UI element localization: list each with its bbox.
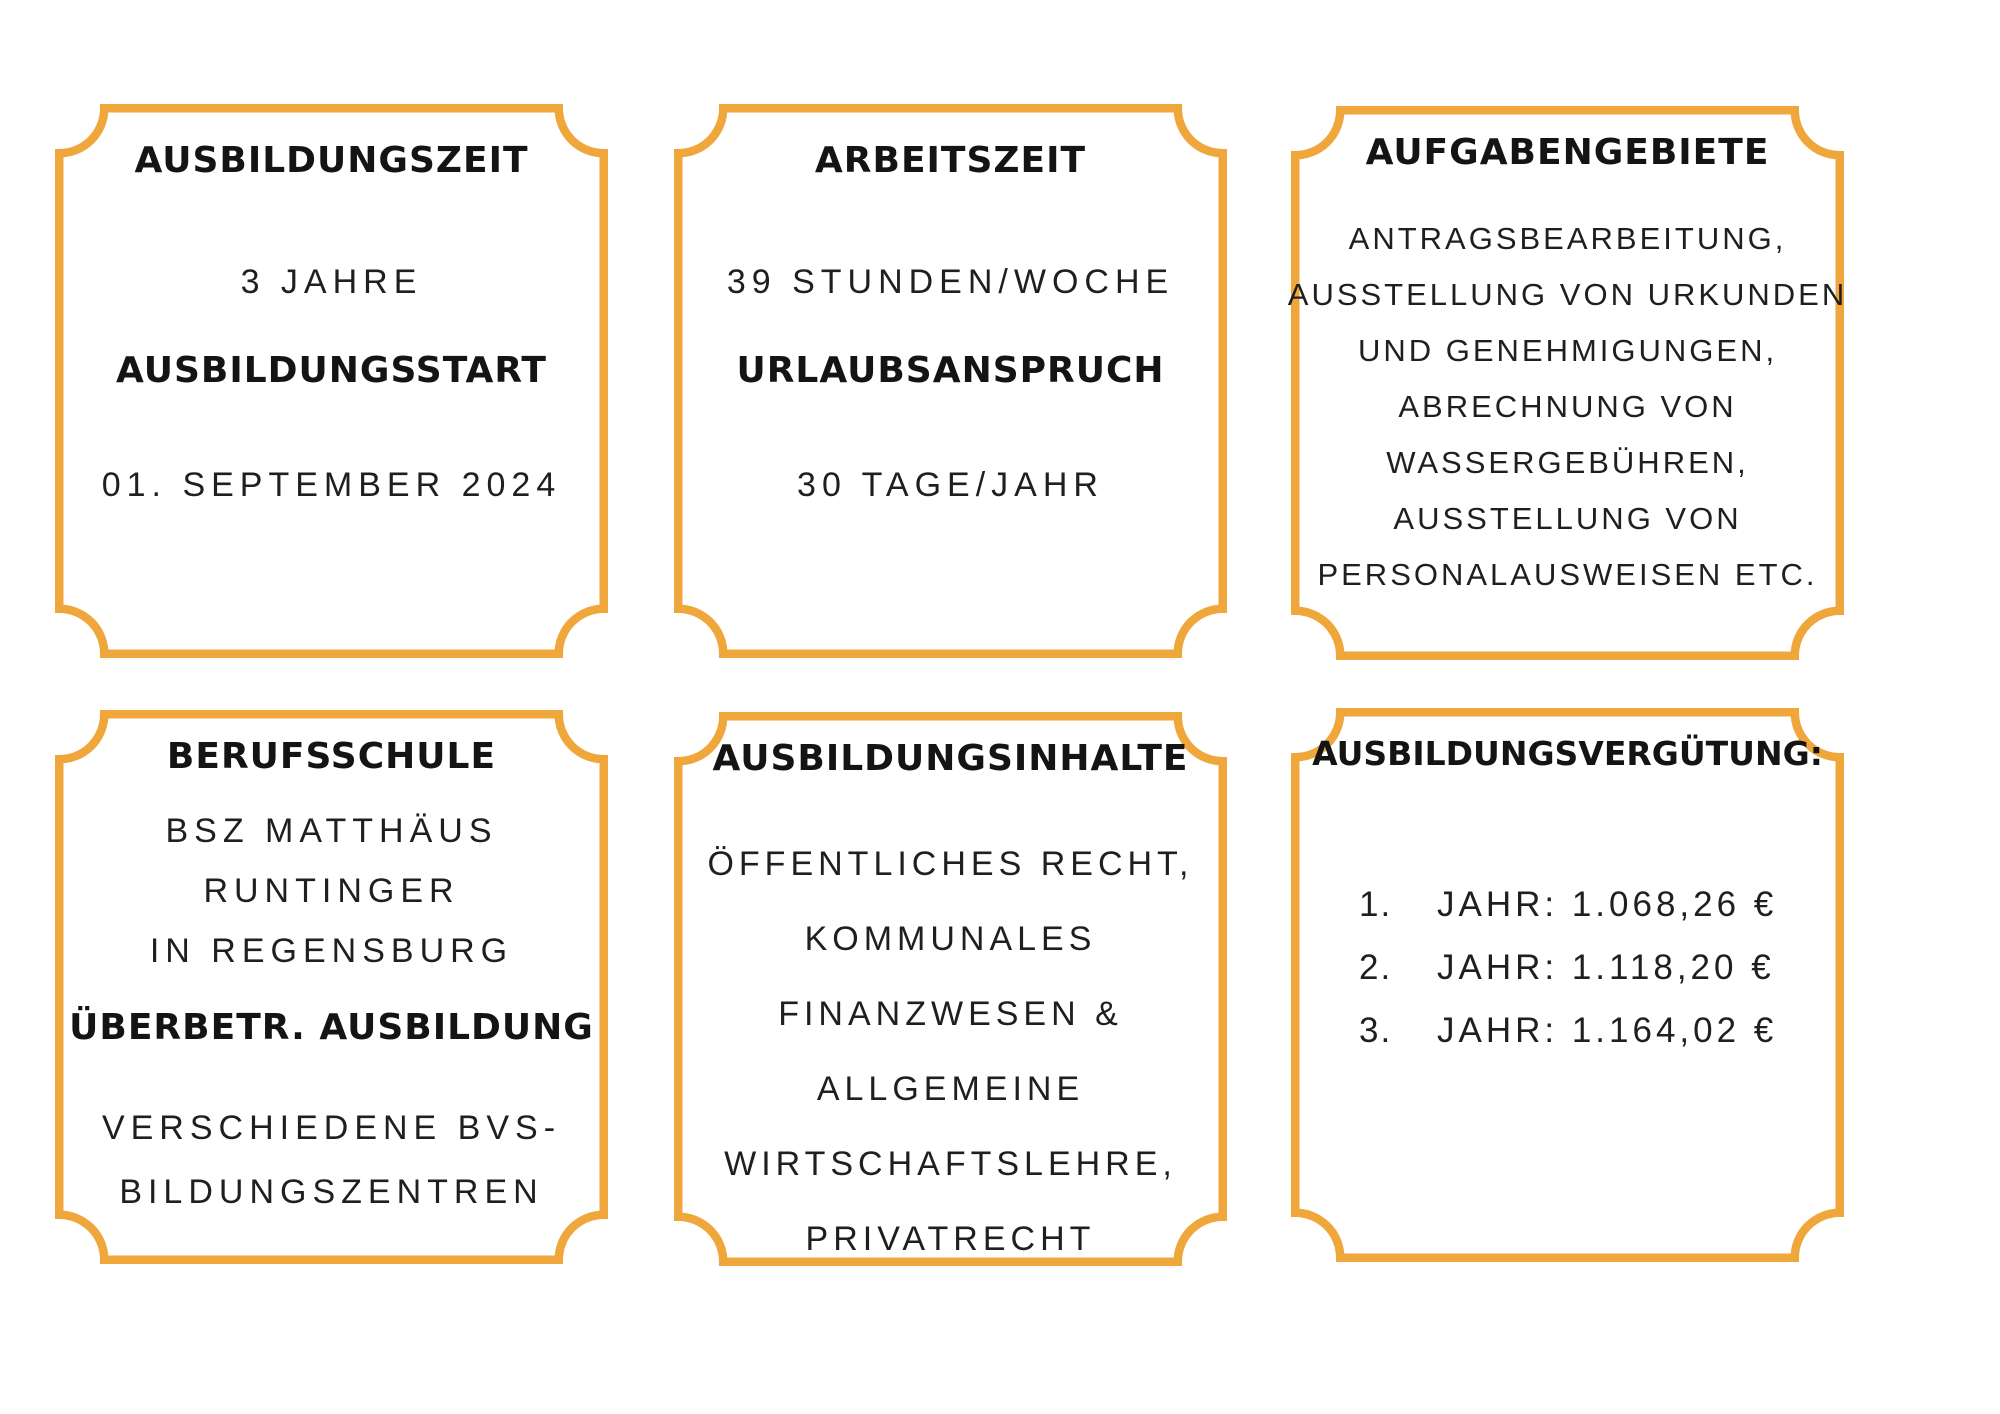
body-line: FINANZWESEN & (778, 995, 1123, 1033)
pay-number: 1. (1359, 885, 1393, 924)
card-value: 39 STUNDEN/WOCHE (726, 263, 1175, 301)
body-line: ALLGEMEINE (816, 1070, 1085, 1108)
card-ausbildungsinhalte (674, 712, 1227, 1266)
card-heading: AUSBILDUNGSZEIT (134, 140, 529, 181)
card-content (55, 104, 608, 658)
body-line: ANTRAGSBEARBEITUNG, (1348, 221, 1787, 256)
card-heading: ARBEITSZEIT (814, 140, 1087, 181)
card-content (1291, 708, 1844, 1262)
pay-amount: JAHR: 1.068,26 € (1437, 885, 1778, 924)
pay-row (1359, 885, 1824, 948)
pay-list (1311, 885, 1824, 1074)
card-aufgabengebiete (1287, 106, 1848, 660)
card-subheading: AUSBILDUNGSSTART (115, 350, 547, 391)
card-body (707, 827, 1193, 1277)
body-line: WIRTSCHAFTSLEHRE, (724, 1145, 1177, 1183)
card-value: 3 JAHRE (240, 263, 423, 301)
body-line: RUNTINGER (203, 872, 460, 910)
card-heading: AUSBILDUNGSVERGÜTUNG: (1312, 734, 1823, 773)
pay-row (1359, 1011, 1824, 1074)
card-content (1287, 106, 1848, 660)
body-line: AUSSTELLUNG VON (1393, 501, 1742, 536)
card-content (674, 104, 1227, 658)
card-value: 01. SEPTEMBER 2024 (101, 466, 562, 504)
card-heading: AUFGABENGEBIETE (1365, 132, 1770, 173)
pay-amount: JAHR: 1.118,20 € (1437, 948, 1775, 987)
card-content (55, 710, 608, 1264)
pay-amount: JAHR: 1.164,02 € (1437, 1011, 1778, 1050)
card-content (674, 712, 1227, 1266)
card-berufsschule (55, 710, 608, 1264)
card-ausbildungsverguetung (1291, 708, 1844, 1262)
body-line: AUSSTELLUNG VON URKUNDEN (1287, 277, 1848, 312)
body-line: BILDUNGSZENTREN (119, 1173, 544, 1211)
body-line: VERSCHIEDENE BVS- (101, 1109, 562, 1147)
card-ausbildungszeit (55, 104, 608, 658)
pay-number: 3. (1359, 1011, 1393, 1050)
body-line: UND GENEHMIGUNGEN, (1357, 333, 1778, 368)
card-body (150, 801, 513, 981)
body-line: BSZ MATTHÄUS (165, 812, 498, 850)
card-subheading: ÜBERBETR. AUSBILDUNG (69, 1007, 594, 1048)
body-line: PERSONALAUSWEISEN ETC. (1317, 557, 1818, 592)
card-heading: AUSBILDUNGSINHALTE (712, 738, 1189, 779)
body-line: ÖFFENTLICHES RECHT, (707, 845, 1194, 883)
body-line: ABRECHNUNG VON (1398, 389, 1737, 424)
card-body (102, 1096, 561, 1224)
body-line: IN REGENSBURG (149, 932, 514, 970)
body-line: PRIVATRECHT (805, 1220, 1096, 1258)
card-arbeitszeit (674, 104, 1227, 658)
card-value: 30 TAGE/JAHR (797, 466, 1104, 504)
body-line: WASSERGEBÜHREN, (1386, 445, 1749, 480)
pay-number: 2. (1359, 948, 1393, 987)
card-heading: BERUFSSCHULE (166, 736, 497, 777)
card-body (1288, 211, 1847, 603)
pay-row (1359, 948, 1824, 1011)
card-subheading: URLAUBSANSPRUCH (736, 350, 1165, 391)
body-line: KOMMUNALES (804, 920, 1097, 958)
